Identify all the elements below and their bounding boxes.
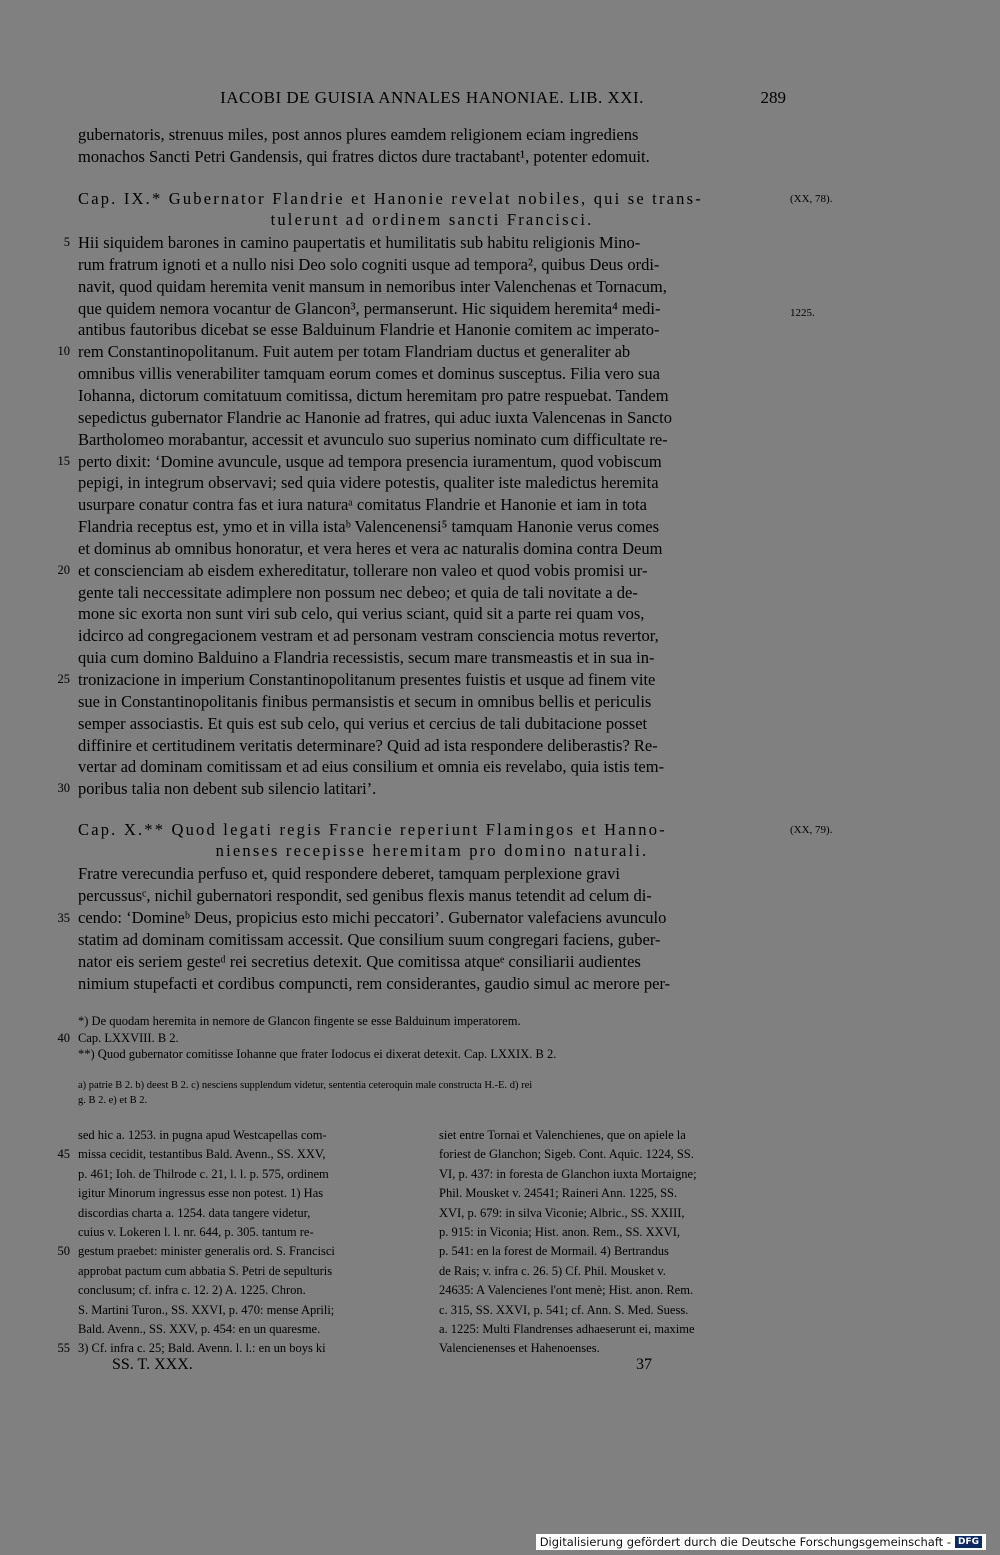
line-text: nator eis seriem gesteᵈ rei secretius detexit. Que comitissa atqueᵉ consiliarii audientes [78, 952, 641, 971]
note-line: c. 315, SS. XXVI, p. 541; cf. Ann. S. Med. Suess. [439, 1302, 689, 1317]
chapter-9-heading-line-2: tulerunt ad ordinem sancti Francisci. [270, 210, 594, 229]
signature-mark: SS. T. XXX. [112, 1356, 193, 1373]
text-line [78, 735, 786, 757]
note-line: conclusum; cf. infra c. 12. 2) A. 1225. Chron. [78, 1283, 306, 1298]
chapter-10-margin-reference: (XX, 79). [790, 824, 833, 836]
line-text: sepedictus gubernator Flandrie ac Hanonie ad fratres, qui aduc iuxta Valencenas in Sancto [78, 407, 672, 427]
line-text: statim ad dominam comitissam accessit. Que consilium suum congregari faciens, guber- [78, 930, 661, 949]
line-text: navit, quod quidam heremita venit mansum in nemoribus inter Valenchenas et Tornacum, [78, 276, 667, 296]
text-line [78, 885, 786, 907]
line-text: sue in Constantinopolitanis finibus permansistis et secum in omnibus bellis et periculis [78, 691, 652, 711]
note-line: gestum praebet: minister generalis ord. S. Francisci [78, 1244, 335, 1259]
line-text: poribus talia non debent sub silencio latitari’. [78, 779, 377, 799]
text-line [78, 1093, 786, 1108]
line-number: 50 [57, 1244, 70, 1259]
line-text: idcirco ad congregacionem vestram et ad personam vestram consciencia motus revertor, [78, 626, 659, 646]
text-line [78, 319, 786, 341]
line-text: semper associastis. Et quis est sub celo, qui verius et cercius de tali dubitacione posset [78, 713, 648, 733]
dfg-logo: DFG [955, 1536, 982, 1548]
page-number: 289 [760, 88, 786, 107]
sheet-number: 37 [636, 1356, 652, 1373]
line-text: Cap. LXXVIII. B 2. [78, 1030, 179, 1045]
text-line [78, 756, 786, 778]
line-text: et conscienciam ab eisdem exhereditatur, tollerare non valeo et quod vobis promisi ur- [78, 560, 648, 580]
line-text: usurpare conatur contra fas et iura naturaᵃ comitatus Flandrie et Hanonie et iam in tota [78, 495, 647, 515]
running-title: IACOBI DE GUISIA ANNALES HANONIAE. LIB. XXI. [220, 88, 644, 107]
line-text: vertar ad dominam comitissam et ad eius consilium et omnia eis revelabo, quia istis tem- [78, 757, 665, 777]
text-line [78, 1046, 786, 1063]
line-text: antibus fautoribus dicebat se esse Balduinum Flandrie et Hanonie comitem ac imperato- [78, 320, 660, 340]
text-line [78, 276, 786, 298]
line-text: **) Quod gubernator comitisse Iohanne que frater Iodocus ei dixerat detexit. Cap. LXXIX. B 2. [78, 1047, 557, 1061]
text-line [78, 516, 786, 538]
line-text: perto dixit: ‘Domine avuncule, usque ad tempora presencia iuramentum, quod vobiscum [78, 451, 662, 471]
line-text: diffinire et certitudinem veritatis determinare? Quid ad ista respondere deliberastis? Re- [78, 735, 658, 755]
line-number: 30 [57, 781, 70, 796]
line-text: cendo: ‘Domineᵇ Deus, propicius esto michi peccatori’. Gubernator valefaciens avunculo [78, 908, 667, 927]
line-text: Bartholomeo morabantur, accessit et avunculo suo superius nominato cum difficultate re- [78, 429, 668, 449]
note-line: p. 541: en la forest de Mormail. 4) Bertrandus [439, 1244, 669, 1259]
line-number: 45 [57, 1147, 70, 1162]
chapter-9-margin-reference: (XX, 78). [790, 193, 833, 205]
note-line: VI, p. 437: in foresta de Glanchon iuxta Mortaigne; [439, 1166, 697, 1181]
line-text: et dominus ab omnibus honoratur, et vera heres et vera ac naturalis domina contra Deum [78, 538, 663, 558]
note-line: de Rais; v. infra c. 26. 5) Cf. Phil. Mousket v. [439, 1263, 666, 1278]
text-line [78, 973, 786, 995]
chapter-9-heading-line-1: Cap. IX.* Gubernator Flandrie et Hanonie revelat nobiles, qui se trans- [78, 189, 703, 208]
note-line: a. 1225: Multi Flandrenses adhaeserunt ei, maxime [439, 1322, 695, 1336]
note-line: 24635: A Valencienes l'ont menè; Hist. anon. Rem. [439, 1283, 694, 1298]
line-text: Hii siquidem barones in camino paupertatis et humilitatis sub habitu religionis Mino- [78, 233, 641, 252]
text-line [78, 341, 786, 363]
line-number: 20 [57, 562, 70, 577]
running-header [78, 88, 786, 112]
text-line [78, 429, 786, 451]
line-text: tronizacione in imperium Constantinopolitanum presentes fuistis et usque ad finem vite [78, 670, 656, 689]
note-line: cuius v. Lokeren l. l. nr. 644, p. 305. tantum re- [78, 1225, 314, 1239]
note-line: Phil. Mousket v. 24541; Raineri Ann. 1225, SS. [439, 1186, 678, 1201]
text-line [78, 625, 786, 647]
line-text: Iohanna, dictorum comitatuum comitissa, dictum heremitam pro patre respuebat. Tandem [78, 385, 669, 405]
note-line: approbat pactum cum abbatia S. Petri de sepulturis [78, 1263, 333, 1278]
text-line [78, 298, 786, 320]
line-number: 55 [57, 1341, 70, 1356]
note-line: 3) Cf. infra c. 25; Bald. Avenn. l. l.: en un boys ki [78, 1341, 326, 1356]
line-text: monachos Sancti Petri Gandensis, qui fratres dictos dure tractabant¹, potenter edomuit. [78, 147, 650, 166]
text-line [78, 254, 786, 276]
note-line: discordias charta a. 1254. data tangere videtur, [78, 1205, 311, 1220]
line-number: 35 [57, 911, 70, 925]
line-text: *) De quodam heremita in nemore de Glancon fingente se esse Balduinum imperatorem. [78, 1014, 521, 1028]
note-line: p. 461; Ioh. de Thilrode c. 21, l. l. p. 575, ordinem [78, 1166, 329, 1181]
text-line [78, 124, 786, 146]
line-text: quia cum domino Balduino a Flandria recessistis, secum mare transmeastis et in sua in- [78, 648, 655, 668]
line-text: pepigi, in integrum observavi; sed quia videre potestis, qualiter iste maledictus heremita [78, 473, 659, 493]
text-line [78, 1078, 786, 1093]
text-line [78, 951, 786, 973]
text-line [78, 713, 786, 735]
line-number: 10 [57, 344, 70, 359]
text-line [78, 907, 786, 929]
line-text: mone sic exorta non sunt viri sub celo, qui verius sciant, quid sit a parte rei quam vos, [78, 604, 645, 624]
text-line [78, 582, 786, 604]
text-line [78, 929, 786, 951]
line-number: 15 [57, 453, 70, 468]
text-line [78, 472, 786, 494]
text-line [78, 863, 786, 885]
line-text: gubernatoris, strenuus miles, post annos plures eamdem religionem eciam ingrediens [78, 125, 639, 144]
note-line: missa cecidit, testantibus Bald. Avenn., SS. XXV, [78, 1147, 326, 1162]
note-line: foriest de Glanchon; Sigeb. Cont. Aquic. 1224, SS. [439, 1147, 694, 1162]
line-text: nimium stupefacti et cordibus compuncti, rem considerantes, gaudio simul ac merore per- [78, 974, 671, 993]
text-line [78, 385, 786, 407]
text-line [78, 232, 786, 254]
text-line [78, 494, 786, 516]
line-text: Flandria receptus est, ymo et in villa istaᵇ Valencenensi⁵ tamquam Hanonie verus comes [78, 517, 660, 537]
note-line: XVI, p. 679: in silva Viconie; Albric., SS. XXIII, [439, 1205, 685, 1220]
text-line [78, 778, 786, 800]
line-text: a) patrie B 2. b) deest B 2. c) nesciens supplendum videtur, sententia ceteroquin male constructa H.-E. d) rei [78, 1080, 533, 1091]
year-marginal-note: 1225. [790, 307, 815, 319]
note-line: siet entre Tornai et Valenchienes, que on apiele la [439, 1128, 686, 1142]
line-text: Fratre verecundia perfuso et, quid respondere deberet, tamquam perplexione gravi [78, 864, 620, 883]
text-line [78, 1030, 786, 1047]
text-line [78, 560, 786, 582]
text-line [78, 603, 786, 625]
line-text: rem Constantinopolitanum. Fuit autem per totam Flandriam ductus et generaliter ab [78, 342, 631, 362]
line-number: 40 [57, 1030, 70, 1045]
note-line: p. 915: in Viconia; Hist. anon. Rem., SS. XXVI, [439, 1225, 681, 1239]
text-line [78, 647, 786, 669]
text-line [78, 363, 786, 385]
text-line [78, 407, 786, 429]
note-line: Valencienenses et Hahenoenses. [439, 1341, 600, 1356]
line-text: g. B 2. e) et B 2. [78, 1095, 148, 1106]
text-line [78, 669, 786, 691]
line-number: 25 [57, 672, 70, 686]
note-line: igitur Minorum ingressus esse non potest. 1) Has [78, 1186, 324, 1201]
chapter-10-heading-line-1: Cap. X.** Quod legati regis Francie reperiunt Flamingos et Hanno- [78, 820, 667, 839]
note-line: Bald. Avenn., SS. XXV, p. 454: en un quaresme. [78, 1322, 321, 1336]
digitization-text: Digitalisierung gefördert durch die Deutsche Forschungsgemeinschaft - [539, 1535, 951, 1549]
line-text: percussusᶜ, nichil gubernatori respondit, sed genibus flexis manus tetendit ad celum di- [78, 886, 652, 905]
text-line [78, 538, 786, 560]
line-number: 5 [63, 235, 70, 249]
chapter-10-heading-line-2: nienses recepisse heremitam pro domino naturali. [215, 841, 649, 860]
note-line: S. Martini Turon., SS. XXVI, p. 470: mense Aprili; [78, 1302, 335, 1317]
digitization-credit [536, 1534, 986, 1550]
text-line [78, 1013, 786, 1030]
line-text: omnibus villis venerabiliter tamquam eorum comes et dominus susceptus. Filia vero sua [78, 364, 660, 384]
line-text: rum fratrum ignoti et a nullo nisi Deo solo cogniti usque ad tempora², quibus Deus ordi- [78, 254, 660, 274]
line-text: que quidem nemora vocantur de Glancon³, permanserunt. Hic siquidem heremita⁴ medi- [78, 298, 661, 318]
text-line [78, 451, 786, 473]
text-line [78, 146, 786, 168]
text-line [78, 691, 786, 713]
line-text: gente tali neccessitate adimplere non possum nec debeo; et quia de tali novitate a de- [78, 582, 638, 602]
note-line: sed hic a. 1253. in pugna apud Westcapellas com- [78, 1128, 327, 1142]
